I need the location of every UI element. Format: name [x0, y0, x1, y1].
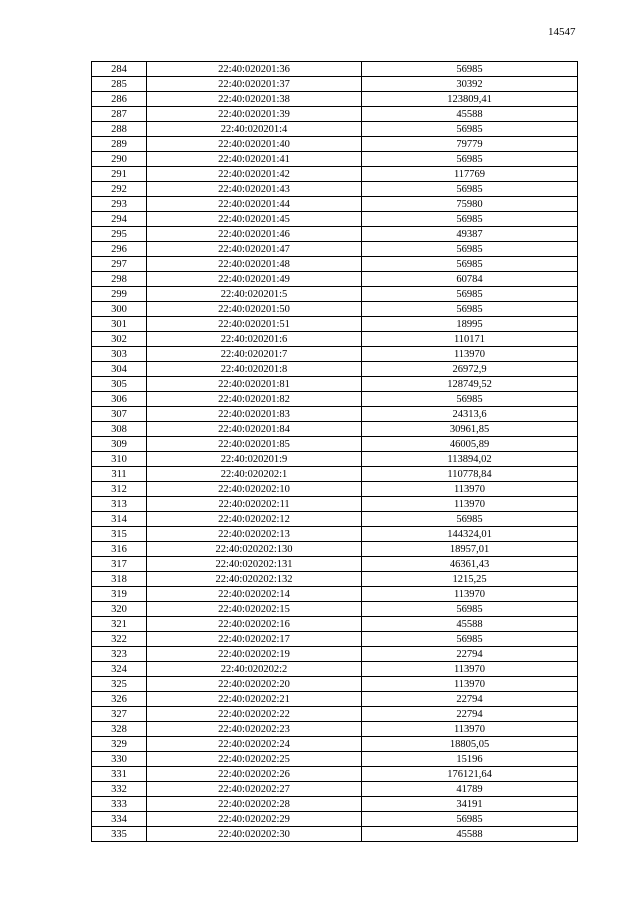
table-row: [92, 572, 578, 587]
value-cell: 144324,01: [362, 527, 578, 542]
value-cell: 56985: [362, 242, 578, 257]
table-row: [92, 737, 578, 752]
cadastral-number-cell: 22:40:020201:39: [147, 107, 362, 122]
row-number-cell: 310: [92, 452, 147, 467]
cadastral-number-cell: 22:40:020201:36: [147, 62, 362, 77]
value-cell: 18995: [362, 317, 578, 332]
cadastral-number-cell: 22:40:020201:83: [147, 407, 362, 422]
row-number-cell: 314: [92, 512, 147, 527]
row-number-cell: 297: [92, 257, 147, 272]
row-number-cell: 285: [92, 77, 147, 92]
cadastral-number-cell: 22:40:020202:26: [147, 767, 362, 782]
row-number-cell: 322: [92, 632, 147, 647]
cadastral-number-cell: 22:40:020201:82: [147, 392, 362, 407]
value-cell: 45588: [362, 107, 578, 122]
cadastral-number-cell: 22:40:020201:84: [147, 422, 362, 437]
cadastral-number-cell: 22:40:020202:28: [147, 797, 362, 812]
table-row: [92, 362, 578, 377]
row-number-cell: 333: [92, 797, 147, 812]
row-number-cell: 329: [92, 737, 147, 752]
cadastral-value-table: [91, 61, 578, 842]
row-number-cell: 318: [92, 572, 147, 587]
row-number-cell: 334: [92, 812, 147, 827]
cadastral-number-cell: 22:40:020202:15: [147, 602, 362, 617]
row-number-cell: 284: [92, 62, 147, 77]
row-number-cell: 321: [92, 617, 147, 632]
table-row: [92, 377, 578, 392]
cadastral-number-cell: 22:40:020202:130: [147, 542, 362, 557]
value-cell: 56985: [362, 152, 578, 167]
cadastral-number-cell: 22:40:020201:5: [147, 287, 362, 302]
value-cell: 30392: [362, 77, 578, 92]
table-row: [92, 347, 578, 362]
table-row: [92, 542, 578, 557]
cadastral-number-cell: 22:40:020202:132: [147, 572, 362, 587]
cadastral-number-cell: 22:40:020201:37: [147, 77, 362, 92]
cadastral-number-cell: 22:40:020201:42: [147, 167, 362, 182]
value-cell: 113970: [362, 587, 578, 602]
value-cell: 56985: [362, 257, 578, 272]
value-cell: 56985: [362, 122, 578, 137]
cadastral-number-cell: 22:40:020202:14: [147, 587, 362, 602]
row-number-cell: 323: [92, 647, 147, 662]
cadastral-number-cell: 22:40:020201:4: [147, 122, 362, 137]
cadastral-number-cell: 22:40:020202:29: [147, 812, 362, 827]
row-number-cell: 291: [92, 167, 147, 182]
cadastral-number-cell: 22:40:020201:9: [147, 452, 362, 467]
table-row: [92, 182, 578, 197]
row-number-cell: 313: [92, 497, 147, 512]
value-cell: 56985: [362, 212, 578, 227]
value-cell: 128749,52: [362, 377, 578, 392]
table-row: [92, 257, 578, 272]
row-number-cell: 290: [92, 152, 147, 167]
cadastral-number-cell: 22:40:020202:13: [147, 527, 362, 542]
cadastral-number-cell: 22:40:020202:25: [147, 752, 362, 767]
table-row: [92, 497, 578, 512]
table-row: [92, 782, 578, 797]
row-number-cell: 299: [92, 287, 147, 302]
row-number-cell: 326: [92, 692, 147, 707]
cadastral-number-cell: 22:40:020202:10: [147, 482, 362, 497]
value-cell: 18957,01: [362, 542, 578, 557]
cadastral-number-cell: 22:40:020202:12: [147, 512, 362, 527]
value-cell: 49387: [362, 227, 578, 242]
value-cell: 45588: [362, 827, 578, 842]
row-number-cell: 306: [92, 392, 147, 407]
value-cell: 110778,84: [362, 467, 578, 482]
table-row: [92, 767, 578, 782]
row-number-cell: 298: [92, 272, 147, 287]
row-number-cell: 335: [92, 827, 147, 842]
value-cell: 113970: [362, 347, 578, 362]
value-cell: 75980: [362, 197, 578, 212]
cadastral-number-cell: 22:40:020201:38: [147, 92, 362, 107]
value-cell: 56985: [362, 512, 578, 527]
value-cell: 56985: [362, 632, 578, 647]
value-cell: 56985: [362, 392, 578, 407]
row-number-cell: 292: [92, 182, 147, 197]
table-row: [92, 722, 578, 737]
cadastral-number-cell: 22:40:020201:85: [147, 437, 362, 452]
row-number-cell: 286: [92, 92, 147, 107]
value-cell: 41789: [362, 782, 578, 797]
row-number-cell: 332: [92, 782, 147, 797]
row-number-cell: 311: [92, 467, 147, 482]
cadastral-number-cell: 22:40:020201:7: [147, 347, 362, 362]
table-row: [92, 482, 578, 497]
table-row: [92, 197, 578, 212]
row-number-cell: 309: [92, 437, 147, 452]
value-cell: 46361,43: [362, 557, 578, 572]
value-cell: 117769: [362, 167, 578, 182]
value-cell: 24313,6: [362, 407, 578, 422]
value-cell: 113894,02: [362, 452, 578, 467]
table-row: [92, 602, 578, 617]
table-row: [92, 407, 578, 422]
table-row: [92, 677, 578, 692]
cadastral-number-cell: 22:40:020202:27: [147, 782, 362, 797]
table-row: [92, 332, 578, 347]
table-row: [92, 437, 578, 452]
table-row: [92, 527, 578, 542]
cadastral-number-cell: 22:40:020202:30: [147, 827, 362, 842]
cadastral-number-cell: 22:40:020202:22: [147, 707, 362, 722]
row-number-cell: 300: [92, 302, 147, 317]
value-cell: 110171: [362, 332, 578, 347]
value-cell: 56985: [362, 812, 578, 827]
row-number-cell: 303: [92, 347, 147, 362]
cadastral-number-cell: 22:40:020202:23: [147, 722, 362, 737]
value-cell: 15196: [362, 752, 578, 767]
value-cell: 30961,85: [362, 422, 578, 437]
row-number-cell: 324: [92, 662, 147, 677]
table-row: [92, 317, 578, 332]
value-cell: 46005,89: [362, 437, 578, 452]
table-row: [92, 167, 578, 182]
value-cell: 113970: [362, 497, 578, 512]
row-number-cell: 319: [92, 587, 147, 602]
cadastral-number-cell: 22:40:020201:51: [147, 317, 362, 332]
value-cell: 60784: [362, 272, 578, 287]
value-cell: 22794: [362, 692, 578, 707]
row-number-cell: 317: [92, 557, 147, 572]
table-row: [92, 212, 578, 227]
cadastral-number-cell: 22:40:020202:19: [147, 647, 362, 662]
value-cell: 34191: [362, 797, 578, 812]
table-row: [92, 617, 578, 632]
value-cell: 18805,05: [362, 737, 578, 752]
row-number-cell: 325: [92, 677, 147, 692]
cadastral-number-cell: 22:40:020202:17: [147, 632, 362, 647]
table-row: [92, 467, 578, 482]
cadastral-number-cell: 22:40:020202:131: [147, 557, 362, 572]
value-cell: 123809,41: [362, 92, 578, 107]
cadastral-number-cell: 22:40:020201:44: [147, 197, 362, 212]
cadastral-number-cell: 22:40:020202:24: [147, 737, 362, 752]
table-row: [92, 152, 578, 167]
table-body: [92, 62, 578, 842]
value-cell: 79779: [362, 137, 578, 152]
value-cell: 176121,64: [362, 767, 578, 782]
row-number-cell: 302: [92, 332, 147, 347]
table-row: [92, 587, 578, 602]
table-row: [92, 827, 578, 842]
cadastral-number-cell: 22:40:020201:40: [147, 137, 362, 152]
table-row: [92, 512, 578, 527]
cadastral-number-cell: 22:40:020201:81: [147, 377, 362, 392]
row-number-cell: 316: [92, 542, 147, 557]
table-row: [92, 62, 578, 77]
row-number-cell: 295: [92, 227, 147, 242]
row-number-cell: 296: [92, 242, 147, 257]
table-row: [92, 272, 578, 287]
row-number-cell: 315: [92, 527, 147, 542]
cadastral-number-cell: 22:40:020201:43: [147, 182, 362, 197]
cadastral-number-cell: 22:40:020201:49: [147, 272, 362, 287]
row-number-cell: 293: [92, 197, 147, 212]
cadastral-number-cell: 22:40:020202:1: [147, 467, 362, 482]
table-row: [92, 392, 578, 407]
table-row: [92, 707, 578, 722]
page-number: 14547: [548, 26, 576, 38]
cadastral-number-cell: 22:40:020201:45: [147, 212, 362, 227]
table-row: [92, 302, 578, 317]
value-cell: 113970: [362, 662, 578, 677]
table-row: [92, 107, 578, 122]
row-number-cell: 320: [92, 602, 147, 617]
value-cell: 22794: [362, 707, 578, 722]
table-row: [92, 812, 578, 827]
table-row: [92, 122, 578, 137]
table-row: [92, 77, 578, 92]
table-row: [92, 557, 578, 572]
cadastral-number-cell: 22:40:020201:41: [147, 152, 362, 167]
table-row: [92, 647, 578, 662]
row-number-cell: 305: [92, 377, 147, 392]
table-row: [92, 662, 578, 677]
table-row: [92, 452, 578, 467]
row-number-cell: 288: [92, 122, 147, 137]
value-cell: 113970: [362, 722, 578, 737]
cadastral-number-cell: 22:40:020201:6: [147, 332, 362, 347]
row-number-cell: 312: [92, 482, 147, 497]
cadastral-number-cell: 22:40:020201:47: [147, 242, 362, 257]
cadastral-number-cell: 22:40:020201:48: [147, 257, 362, 272]
cadastral-number-cell: 22:40:020202:21: [147, 692, 362, 707]
value-cell: 1215,25: [362, 572, 578, 587]
table-row: [92, 287, 578, 302]
value-cell: 56985: [362, 287, 578, 302]
cadastral-number-cell: 22:40:020202:20: [147, 677, 362, 692]
value-cell: 56985: [362, 602, 578, 617]
row-number-cell: 308: [92, 422, 147, 437]
table-row: [92, 242, 578, 257]
table-row: [92, 227, 578, 242]
table-row: [92, 692, 578, 707]
table-row: [92, 92, 578, 107]
value-cell: 56985: [362, 182, 578, 197]
row-number-cell: 331: [92, 767, 147, 782]
table-row: [92, 137, 578, 152]
row-number-cell: 327: [92, 707, 147, 722]
table-row: [92, 752, 578, 767]
table-row: [92, 797, 578, 812]
table-row: [92, 422, 578, 437]
row-number-cell: 294: [92, 212, 147, 227]
value-cell: 22794: [362, 647, 578, 662]
cadastral-number-cell: 22:40:020201:50: [147, 302, 362, 317]
table-row: [92, 632, 578, 647]
value-cell: 45588: [362, 617, 578, 632]
row-number-cell: 307: [92, 407, 147, 422]
row-number-cell: 328: [92, 722, 147, 737]
cadastral-number-cell: 22:40:020201:8: [147, 362, 362, 377]
value-cell: 56985: [362, 62, 578, 77]
row-number-cell: 330: [92, 752, 147, 767]
row-number-cell: 289: [92, 137, 147, 152]
row-number-cell: 304: [92, 362, 147, 377]
row-number-cell: 287: [92, 107, 147, 122]
cadastral-number-cell: 22:40:020202:16: [147, 617, 362, 632]
value-cell: 113970: [362, 677, 578, 692]
row-number-cell: 301: [92, 317, 147, 332]
value-cell: 113970: [362, 482, 578, 497]
cadastral-number-cell: 22:40:020202:2: [147, 662, 362, 677]
value-cell: 26972,9: [362, 362, 578, 377]
value-cell: 56985: [362, 302, 578, 317]
cadastral-number-cell: 22:40:020202:11: [147, 497, 362, 512]
cadastral-number-cell: 22:40:020201:46: [147, 227, 362, 242]
